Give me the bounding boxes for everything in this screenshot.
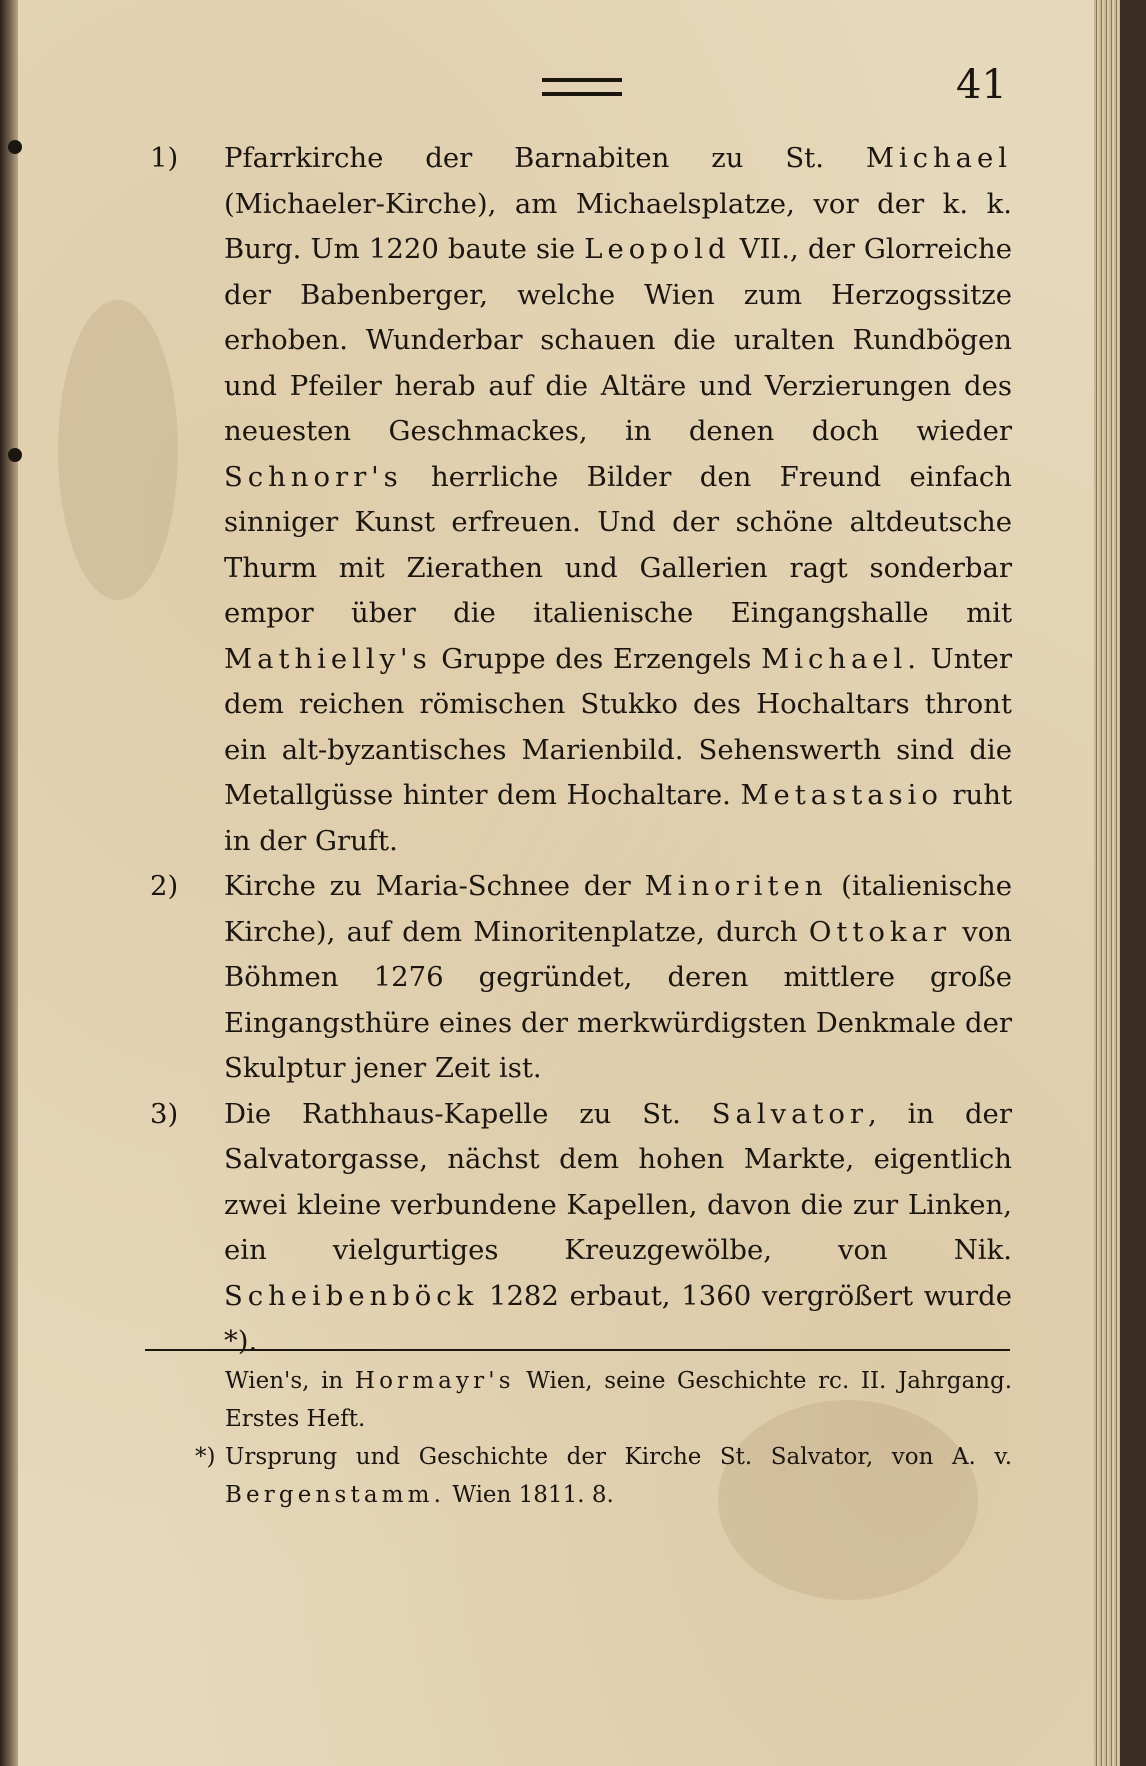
text-run: Ursprung und Geschichte der Kirche St. Salvator, von A. v. bbox=[225, 1444, 1012, 1470]
spaced-name: Michael. bbox=[761, 642, 921, 675]
text-run: herrliche Bilder den Freund einfach sinniger Kunst erfreuen. Und der schöne altdeutsche Thurm mit Zierathen und Gallerien ragt sonderbar empor über die italienische Eingangshalle mit bbox=[224, 460, 1012, 629]
footnotes bbox=[195, 1362, 1013, 1514]
margin-ink-dot bbox=[8, 448, 22, 462]
spaced-name: Ottokar bbox=[808, 915, 951, 948]
text-run: (italienische Kirche), auf dem Minoritenplatze, durch bbox=[224, 870, 1012, 948]
footnote-source bbox=[225, 1362, 1012, 1438]
text-run: , in der Salvatorgasse, nächst dem hohen Markte, eigentlich zwei kleine verbundene Kapellen, davon die zur Linken, ein vielgurtiges Kreuzgewölbe, von Nik. bbox=[224, 1097, 1012, 1266]
item-text bbox=[224, 864, 1012, 1092]
item-number: 1) bbox=[150, 142, 179, 174]
text-run: ruht in der Gruft. bbox=[224, 779, 1012, 857]
text-run: Gruppe des Erzengels bbox=[431, 642, 762, 675]
footnote-rule bbox=[145, 1349, 1010, 1351]
spaced-name: Leopold bbox=[584, 233, 731, 265]
item-number: 2) bbox=[150, 870, 179, 902]
text-run: Pfarrkirche der Barnabiten zu St. bbox=[224, 142, 866, 174]
list-item bbox=[150, 864, 1012, 1092]
list-item bbox=[150, 1092, 1012, 1365]
spaced-name: Scheibenböck bbox=[224, 1279, 479, 1312]
text-run: Wien 1811. 8. bbox=[445, 1482, 614, 1508]
text-run: Unter dem reichen römischen Stukko des Hochaltars thront ein alt-byzantisches Marienbild. Sehenswerth sind die Metallgüsse hinter dem Hochaltare. bbox=[224, 642, 1012, 811]
text-run: von Böhmen 1276 gegründet, deren mittlere große Eingangsthüre eines der merkwürdigsten Denkmale der Skulptur jener Zeit ist. bbox=[224, 915, 1012, 1084]
page-number: 41 bbox=[956, 62, 1007, 108]
text-run: Wien's, in bbox=[225, 1368, 355, 1394]
spaced-name: Minoriten bbox=[644, 870, 828, 902]
text-run: VII., der Glorreiche der Babenberger, welche Wien zum Herzogssitze erhoben. Wunderbar schauen die uralten Rundbögen und Pfeiler herab auf die Altäre und Verzierungen des neuesten Geschmackes, in denen doch wieder bbox=[224, 233, 1012, 447]
spaced-name: Schnorr's bbox=[224, 460, 403, 493]
text-run: Die Rathhaus-Kapelle zu St. bbox=[224, 1097, 712, 1130]
spaced-name: Salvator bbox=[711, 1097, 869, 1130]
spaced-name: Metastasio bbox=[740, 779, 943, 811]
item-text bbox=[224, 1092, 1012, 1365]
spaced-name: Michael bbox=[865, 142, 1012, 174]
spaced-name: Bergenstamm. bbox=[225, 1482, 446, 1508]
item-text bbox=[224, 136, 1012, 864]
body-text bbox=[150, 136, 1012, 1365]
list-item bbox=[150, 136, 1012, 864]
text-run: 1282 erbaut, 1360 vergrößert wurde *). bbox=[224, 1279, 1012, 1357]
text-run: Kirche zu Maria-Schnee der bbox=[224, 870, 645, 902]
spaced-name: Hormayr's bbox=[354, 1368, 515, 1394]
header-rule bbox=[542, 78, 622, 96]
footnote-mark: *) bbox=[195, 1444, 216, 1470]
margin-ink-dot bbox=[8, 140, 22, 154]
text-run: Wien, seine Geschichte rc. II. Jahrgang. Erstes Heft. bbox=[225, 1368, 1013, 1432]
footnote-asterisk bbox=[195, 1438, 1012, 1514]
item-number: 3) bbox=[150, 1097, 179, 1130]
spaced-name: Mathielly's bbox=[224, 642, 432, 675]
page-edges bbox=[1094, 0, 1120, 1766]
book-spine bbox=[0, 0, 18, 1766]
text-run: (Michaeler-Kirche), am Michaelsplatze, vor der k. k. Burg. Um 1220 baute sie bbox=[224, 187, 1012, 265]
